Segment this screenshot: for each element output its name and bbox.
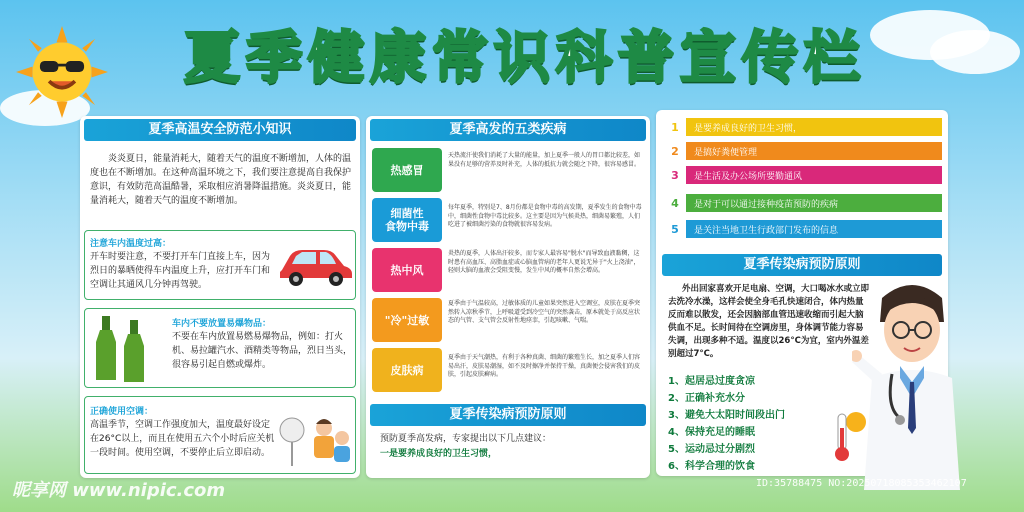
list-item: 6、科学合理的饮食 — [668, 461, 755, 472]
car-tip-title: 注意车内温度过高： — [90, 239, 172, 249]
disease-label-0: 热感冒 — [372, 148, 442, 192]
middle-prevent-header: 夏季传染病预防原则 — [370, 404, 646, 426]
principle-num: 5 — [664, 220, 686, 238]
disease-desc-0: 天热流汗使我们消耗了大量的能量，加上夏季一般人的胃口都比较差，如果没有足够的营养及时补充，人体的抵抗力就会随之下降，很容易感冒。 — [448, 152, 641, 168]
disease-label-1: 细菌性 食物中毒 — [372, 198, 442, 242]
red-car-icon — [276, 242, 354, 288]
doctor-illustration — [852, 278, 972, 490]
sun-sunglasses-icon — [16, 26, 108, 118]
watermark-left: 昵享网 www.nipic.com — [12, 480, 226, 501]
list-item: 5、运动忌过分剧烈 — [668, 444, 755, 455]
principle-text: 是关注当地卫生行政部门发布的信息 — [694, 225, 839, 236]
disease-desc-1: 每年夏季，特别是7、8月份都是食物中毒的高发期，夏季发生的食物中毒中，细菌性食物中毒比较多。这主要是因为气候炎热，细菌易繁殖，人们吃进了被细菌污染的食物就很容易发病。 — [448, 204, 642, 228]
principle-text: 是生活及办公场所要勤通风 — [694, 171, 803, 182]
list-item: 3、避免大太阳时间段出门 — [668, 410, 785, 421]
disease-label-4: 皮肤病 — [372, 348, 442, 392]
right-panel-header: 夏季传染病预防原则 — [662, 254, 942, 276]
principle-row-2 — [664, 142, 942, 160]
disease-label-3: "冷"过敏 — [372, 298, 442, 342]
ac-tip-title: 正确使用空调： — [90, 407, 154, 417]
disease-desc-4: 夏季由于天气潮热，有利于各种真菌、细菌的繁殖生长，加之夏季人们容易出汗，皮肤易潮湿，如不及时擦净并保持干燥，真菌便会侵害我们的皮肤，引起皮肤癣病。 — [448, 354, 641, 378]
cloud — [930, 30, 1020, 74]
list-item: 1、起居忌过度贪凉 — [668, 376, 755, 387]
right-body-text: 外出回家喜欢开足电扇、空调，大口喝冰水或立即去洗冷水澡，这样会使全身毛孔快速闭合，体内热量反而难以散发，还会因脑部血管迅速收缩而引起大脑供血不足。长时间待在空调房里，身体调节能力容易失调，出现多种不适。温度以26°C为宜，室内外温差别超过7°C。 — [668, 284, 870, 359]
disease-desc-3: 夏季由于气温较高，过敏体质的儿童如果突然进入空调室，皮肤在夏季突然转入凉秋季节，上呼吸道受到冷空气的突然袭击，原本就处于高反应状态的气管、支气管会反射性地痉挛，引起咳嗽、气喘。 — [448, 300, 641, 324]
principle-num: 2 — [664, 142, 686, 160]
principle-num: 1 — [664, 118, 686, 136]
bottle-tip-title: 车内不要放置易爆物品： — [172, 319, 272, 329]
family-fan-icon — [278, 408, 354, 470]
principle-num: 4 — [664, 194, 686, 212]
principle-row-4 — [664, 194, 942, 212]
principle-text: 是搞好粪便管理 — [694, 147, 758, 158]
principle-text: 是对于可以通过接种疫苗预防的疾病 — [694, 199, 839, 210]
principle-row-5 — [664, 220, 942, 238]
principle-text: 是要养成良好的卫生习惯， — [694, 123, 803, 134]
page-title: 夏季健康常识科普宣传栏 — [184, 26, 866, 91]
principle-num: 3 — [664, 166, 686, 184]
principle-row-3 — [664, 166, 942, 184]
disease-desc-2: 炎热的夏季，人体出汗较多，而专家人最容易"脱水"而导致血液黏稠，这时患有高血压、高脂血症或心脑血管病的老年人更说无异于"火上浇油"，轻则大脑的血液会受阻变慢，发生中风的概率自然会增高。 — [448, 250, 640, 274]
middle-prevent-intro: 预防夏季高发病，专家提出以下几点建议： — [380, 434, 552, 444]
watermark-right: ID:35788475 NO:20250718085353462107 — [756, 478, 967, 489]
health-tips-list — [668, 373, 785, 475]
left-intro-text: 炎炎夏日，能量消耗大，随着天气的温度不断增加，人体的温度也在不断增加。在这种高温环境之下，我们要注意提高自我保护意识，有效防范高温酷暑，采取相应消暑降温措施。炎炎夏日，能量消耗大，随着天气的温度不断增加。 — [90, 154, 352, 206]
list-item: 2、正确补充水分 — [668, 393, 745, 404]
middle-prevent-first: 一是要养成良好的卫生习惯， — [380, 449, 498, 459]
car-tip-text: 开车时要注意，不要打开车门直接上车，因为烈日的暴晒使得车内温度上升，应打开车门和空调让其通风几分钟再驾驶。 — [90, 252, 271, 290]
beer-bottles-icon — [92, 314, 152, 384]
disease-label-2: 热中风 — [372, 248, 442, 292]
principle-row-1 — [664, 118, 942, 136]
middle-panel-header: 夏季高发的五类疾病 — [370, 119, 646, 141]
list-item: 4、保持充足的睡眠 — [668, 427, 755, 438]
bottle-tip-text: 不要在车内放置易燃易爆物品，例如：打火机、易拉罐汽水、酒精类等物品，烈日当头，很容易引起自燃或爆炸。 — [172, 332, 353, 370]
left-panel-header: 夏季高温安全防范小知识 — [84, 119, 356, 141]
ac-tip-text: 高温季节，空调工作强度加大，温度最好设定在26°C以上，而且在使用五六个小时后应关机一段时间。使用空调，不要停止后立即启动。 — [90, 420, 275, 458]
